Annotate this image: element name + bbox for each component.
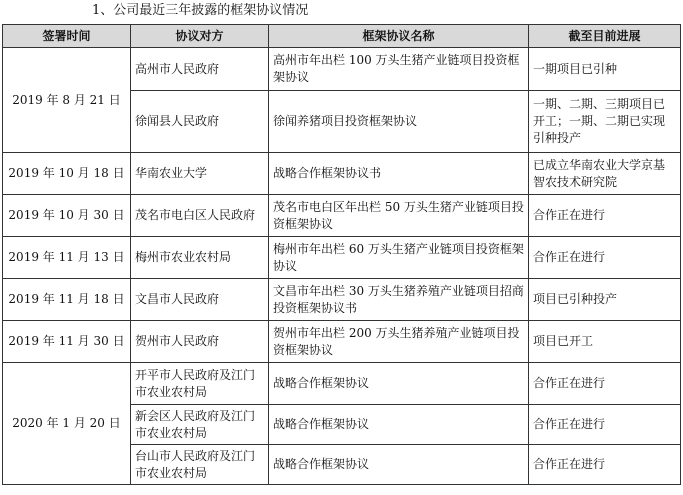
cell-progress: 合作正在进行 xyxy=(529,363,681,405)
cell-name: 文昌市年出栏 30 万头生猪养殖产业链项目招商投资框架协议书 xyxy=(269,279,529,321)
cell-progress: 合作正在进行 xyxy=(529,195,681,237)
cell-party: 华南农业大学 xyxy=(131,153,269,195)
table-row xyxy=(3,321,681,363)
cell-date: 2019 年 11 月 13 日 xyxy=(3,237,131,279)
cell-progress: 合作正在进行 xyxy=(529,237,681,279)
cell-name: 战略合作框架协议 xyxy=(269,363,529,405)
table-row xyxy=(3,363,681,405)
cell-date: 2019 年 11 月 30 日 xyxy=(3,321,131,363)
cell-party: 贺州市人民政府 xyxy=(131,321,269,363)
cell-progress: 合作正在进行 xyxy=(529,405,681,445)
cell-name: 高州市年出栏 100 万头生猪产业链项目投资框架协议 xyxy=(269,48,529,91)
table-row xyxy=(3,153,681,195)
cell-name: 茂名市电白区年出栏 50 万头生猪产业链项目投资框架协议 xyxy=(269,195,529,237)
table-row xyxy=(3,237,681,279)
header-progress: 截至目前进展 xyxy=(529,25,681,48)
cell-party: 梅州市农业农村局 xyxy=(131,237,269,279)
cell-progress: 一期、二期、三期项目已开工；一期、二期已实现引种投产 xyxy=(529,91,681,153)
table-row xyxy=(3,195,681,237)
header-party: 协议对方 xyxy=(131,25,269,48)
cell-name: 战略合作框架协议 xyxy=(269,405,529,445)
cell-progress: 项目已开工 xyxy=(529,321,681,363)
cell-party: 文昌市人民政府 xyxy=(131,279,269,321)
cell-party: 茂名市电白区人民政府 xyxy=(131,195,269,237)
cell-name: 战略合作框架协议 xyxy=(269,445,529,485)
cell-date: 2019 年 8 月 21 日 xyxy=(3,48,131,153)
cell-progress: 合作正在进行 xyxy=(529,445,681,485)
cell-party: 徐闻县人民政府 xyxy=(131,91,269,153)
table-row xyxy=(3,279,681,321)
cell-name: 梅州市年出栏 60 万头生猪产业链项目投资框架协议 xyxy=(269,237,529,279)
table-header-row xyxy=(3,25,681,48)
cell-name: 徐闻养猪项目投资框架协议 xyxy=(269,91,529,153)
cell-party: 高州市人民政府 xyxy=(131,48,269,91)
cell-date: 2019 年 10 月 30 日 xyxy=(3,195,131,237)
header-date: 签署时间 xyxy=(3,25,131,48)
cell-progress: 一期项目已引种 xyxy=(529,48,681,91)
cell-name: 战略合作框架协议书 xyxy=(269,153,529,195)
framework-agreements-table xyxy=(2,24,681,485)
cell-name: 贺州市年出栏 200 万头生猪养殖产业链项目投资框架协议 xyxy=(269,321,529,363)
cell-party: 台山市人民政府及江门市农业农村局 xyxy=(131,445,269,485)
cell-date: 2019 年 10 月 18 日 xyxy=(3,153,131,195)
cell-party: 新会区人民政府及江门市农业农村局 xyxy=(131,405,269,445)
cell-progress: 已成立华南农业大学京基智农技术研究院 xyxy=(529,153,681,195)
cell-progress: 项目已引种投产 xyxy=(529,279,681,321)
cell-party: 开平市人民政府及江门市农业农村局 xyxy=(131,363,269,405)
cell-date: 2020 年 1 月 20 日 xyxy=(3,363,131,485)
table-row xyxy=(3,48,681,91)
section-heading: 1、公司最近三年披露的框架协议情况 xyxy=(92,3,309,18)
header-name: 框架协议名称 xyxy=(269,25,529,48)
cell-date: 2019 年 11 月 18 日 xyxy=(3,279,131,321)
